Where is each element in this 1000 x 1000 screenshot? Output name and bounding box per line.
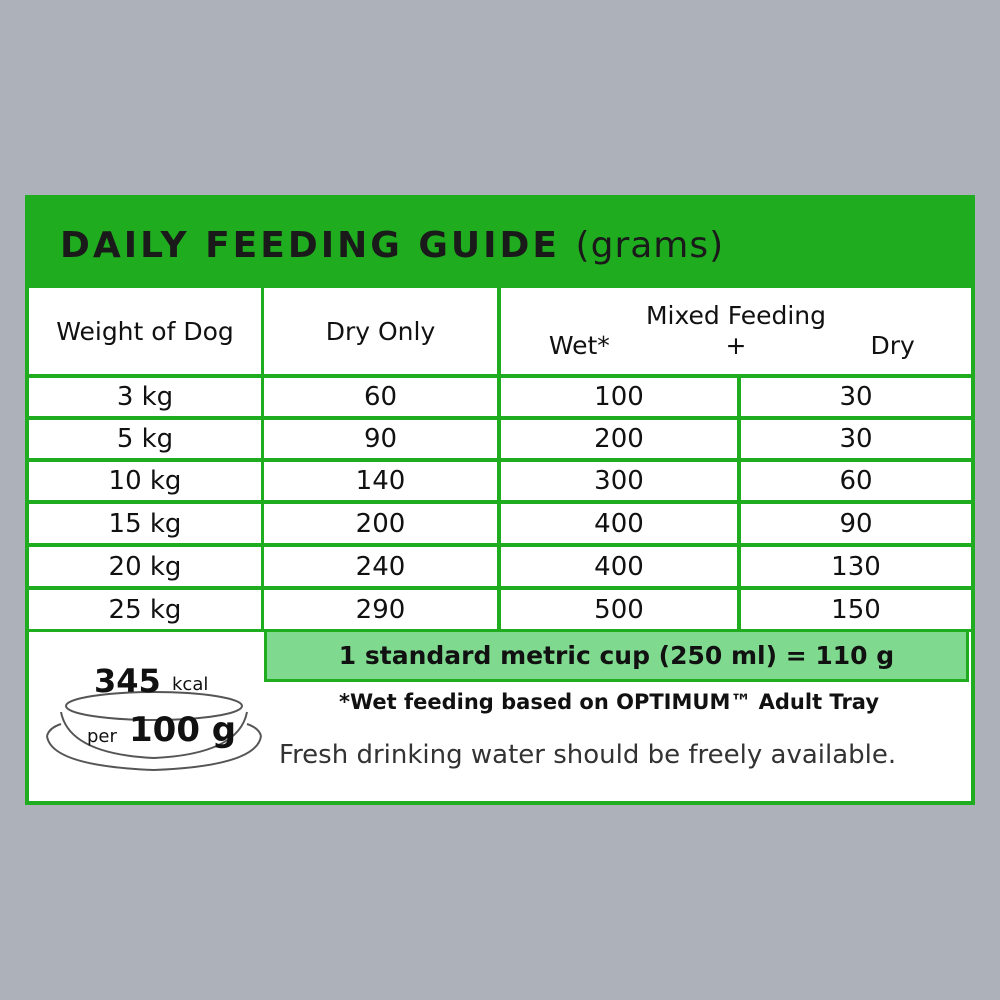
cell-dry-only: 240 — [264, 547, 497, 586]
cup-conversion-note: 1 standard metric cup (250 ml) = 110 g — [264, 632, 969, 682]
cell-dry-only: 140 — [264, 462, 497, 500]
feeding-guide-panel — [25, 195, 975, 805]
guide-title — [60, 225, 724, 266]
cell-weight: 25 kg — [29, 590, 261, 629]
cell-wet: 400 — [501, 504, 737, 543]
energy-badge — [39, 662, 269, 772]
header-plus: + — [725, 331, 747, 360]
cell-wet: 200 — [501, 420, 737, 458]
cell-dry-only: 200 — [264, 504, 497, 543]
kcal-unit: kcal — [172, 674, 209, 695]
cell-wet: 400 — [501, 547, 737, 586]
header-wet: Wet* — [548, 331, 610, 360]
cell-dry: 30 — [741, 420, 971, 458]
per-label: per — [87, 726, 117, 747]
cell-weight: 10 kg — [29, 462, 261, 500]
cell-weight: 5 kg — [29, 420, 261, 458]
header-weight: Weight of Dog — [29, 288, 261, 374]
cell-dry: 90 — [741, 504, 971, 543]
cell-dry: 30 — [741, 378, 971, 416]
header-mixed-title: Mixed Feeding — [645, 301, 827, 330]
cell-dry: 130 — [741, 547, 971, 586]
cell-weight: 15 kg — [29, 504, 261, 543]
cell-dry-only: 60 — [264, 378, 497, 416]
header-mixed-feeding — [501, 288, 971, 374]
cell-wet: 300 — [501, 462, 737, 500]
cell-wet: 500 — [501, 590, 737, 629]
cell-weight: 20 kg — [29, 547, 261, 586]
cell-dry-only: 90 — [264, 420, 497, 458]
water-note: Fresh drinking water should be freely available. — [279, 740, 897, 770]
header-dry-only: Dry Only — [264, 288, 497, 374]
guide-title-text: DAILY FEEDING GUIDE — [60, 225, 560, 266]
guide-footer — [29, 632, 971, 801]
cell-dry-only: 290 — [264, 590, 497, 629]
guide-title-unit: (grams) — [575, 225, 725, 266]
header-dry: Dry — [870, 331, 915, 360]
cell-weight: 3 kg — [29, 378, 261, 416]
kcal-value: 345 — [94, 662, 161, 700]
cell-dry: 150 — [741, 590, 971, 629]
wet-feeding-note: *Wet feeding based on OPTIMUM™ Adult Tray — [339, 690, 880, 714]
cell-dry: 60 — [741, 462, 971, 500]
cell-wet: 100 — [501, 378, 737, 416]
header-mixed-sub — [501, 331, 971, 361]
per-amount: 100 g — [129, 710, 237, 750]
